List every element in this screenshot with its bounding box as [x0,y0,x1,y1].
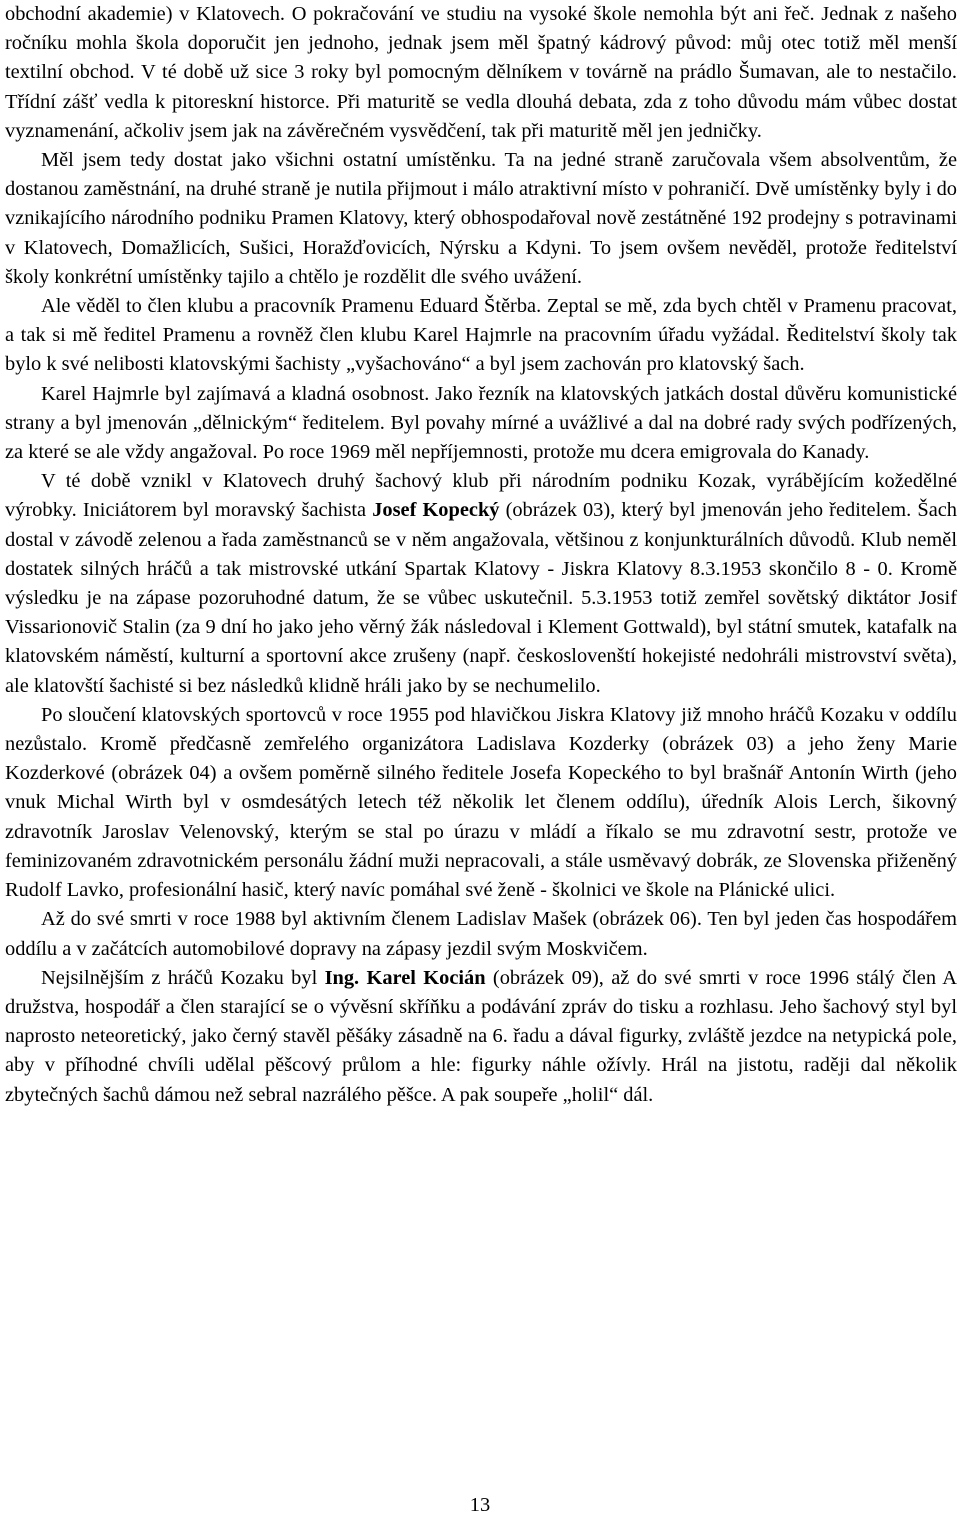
paragraph [5,380,957,468]
paragraph-text: Až do své smrti v roce 1988 byl aktivním členem Ladislav Mašek (obrázek 06). Ten byl jeden čas hospodářem oddílu a v začátcích automobilové dopravy na zápasy jezdil svým Moskvičem. [5,908,957,960]
paragraph-text: obchodní akademie) v Klatovech. O pokračování ve studiu na vysoké škole nemohla být ani řeč. Jednak z našeho ročníku mohla škola doporučit jen jednoho, jednak jsem měl špatný kádrový původ: můj otec totiž měl menší textilní obchod. V té době už sice 3 roky byl pomocným dělníkem v továrně na prádlo Šumavan, ale to nestačilo. Třídní zášť vedla k pitoreskní historce. Při maturitě se vedla dlouhá debata, zda z toho důvodu mám vůbec dostat vyznamenání, ačkoliv jsem jak na závěrečném vysvědčení, tak při maturitě měl jen jedničky. [5,3,957,142]
paragraph-text: Nejsilnějším z hráčů Kozaku byl [41,966,325,989]
paragraph [5,905,957,963]
paragraph-text: Ale věděl to člen klubu a pracovník Pramenu Eduard Štěrba. Zeptal se mě, zda bych chtěl v Pramenu pracovat, a tak si mě ředitel Pramenu a rovněž člen klubu Karel Hajmrle na pracovním úřadu vyžádal. Ředitelství školy tak bylo k své nelibosti klatovskými šachisty „vyšachováno“ a byl jsem zachován pro klatovský šach. [5,295,957,376]
paragraph [5,964,957,1110]
page-number: 13 [469,1494,491,1516]
bold-name-text: Ing. Karel Kocián [324,966,486,989]
paragraph-text: (obrázek 03), který byl jmenován jeho ředitelem. Šach dostal v závodě zelenou a řada zaměstnanců se v něm angažovala, většinou z konjunkturálních důvodů. Klub neměl dostatek silných hráčů a tak mistrovské utkání Spartak Klatovy - Jiskra Klatovy 8.3.1953 skončilo 8 - 0. Kromě výsledku je na zápase pozoruhodné datum, že se vůbec uskutečnil. 5.3.1953 totiž zemřel sovětský diktátor Josif Vissarionovič Stalin (za 9 dní ho jako jeho věrný žák následoval i Klement Gottwald), byl státní smutek, katafalk na klatovském náměstí, kulturní a sportovní akce zrušeny (např. českoslovenští hokejisté nedohráli mistrovství světa), ale klatovští šachisté si bez následků klidně hráli jako by se nechumelilo. [5,499,957,697]
paragraph-text: V té době vznikl v Klatovech druhý šachový klub při národním podniku Kozak, vyrábějícím kožedělné výrobky. Iniciátorem byl moravský šachista [5,470,957,522]
paragraph-text: Měl jsem tedy dostat jako všichni ostatní umístěnku. Ta na jedné straně zaručovala všem absolventům, že dostanou zaměstnání, na druhé straně je nutila přijmout i málo atraktivní místo v pohraničí. Dvě umístěnky byly i do vznikajícího národního podniku Pramen Klatovy, který obhospodařoval nově zestátněné 192 prodejny s potravinami v Klatovech, Domažlicích, Sušici, Horažďovicích, Nýrsku a Kdyni. To jsem ovšem nevěděl, protože ředitelství školy konkrétní umístěnky tajilo a chtělo je rozdělit dle svého uvážení. [5,149,957,288]
paragraph-text: (obrázek 09), až do své smrti v roce 1996 stálý člen A družstva, hospodář a člen starající se o vývěsní skříňku a podávání zpráv do tisku a rozhlasu. Jeho šachový styl byl naprosto neteoretický, jako černý stavěl pěšáky zásadně na 6. řadu a dával figurky, zvláště jezdce na netypická pole, aby v příhodné chvíli udělal pěšcový průlom a hle: figurky náhle ožívly. Hrál na jistotu, raději dal několik zbytečných šachů dámou než sebral nazrálého pěšce. A pak soupeře „holil“ dál. [5,966,957,1106]
paragraph [5,146,957,292]
paragraph-text: Karel Hajmrle byl zajímavá a kladná osobnost. Jako řezník na klatovských jatkách dostal důvěru komunistické strany a byl jmenován „dělnickým“ ředitelem. Byl povahy mírné a uvážlivé a dal na dobré rady svých podřízených, za které se ale vždy angažoval. Po roce 1969 měl nepříjemnosti, protože mu dcera emigrovala do Kanady. [5,382,957,464]
bold-name-text: Josef Kopecký [372,499,500,522]
body-text [5,0,957,1110]
paragraph-text: Po sloučení klatovských sportovců v roce 1955 pod hlavičkou Jiskra Klatovy již mnoho hráčů Kozaku v oddílu nezůstalo. Kromě předčasně zemřelého organizátora Ladislava Kozderky (obrázek 03) a jeho ženy Marie Kozderkové (obrázek 04) a ovšem poměrně silného ředitele Josefa Kopeckého to byl brašnář Antonín Wirth (jeho vnuk Michal Wirth byl v osmdesátých letech též několik let členem oddílu), úředník Alois Lerch, šikovný zdravotník Jaroslav Velenovský, kterým se stal po úrazu v mládí a říkalo se mu zdravotní sestr, protože ve feminizovaném zdravotnickém personálu žádní muži nepracovali, a stále usměvavý dobrák, ze Slovenska přiženěný Rudolf Lavko, profesionální hasič, který navíc pomáhal své ženě - školnici ve škole na Plánické ulici. [5,703,957,902]
paragraph [5,0,957,146]
paragraph [5,701,957,905]
paragraph [5,292,957,380]
paragraph [5,467,957,701]
